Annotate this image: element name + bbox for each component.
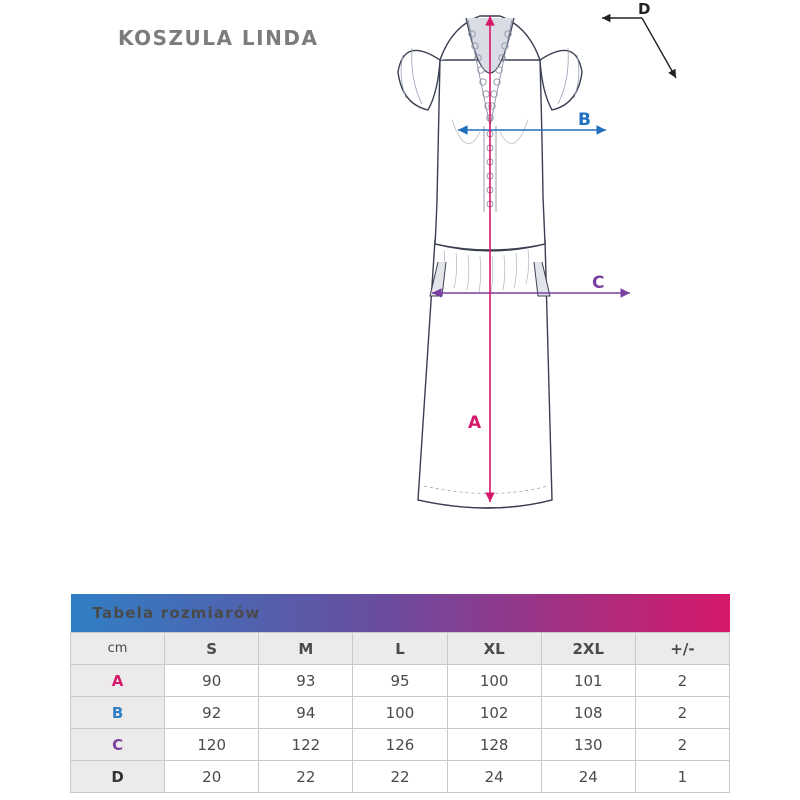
cell-a-m: 93: [259, 665, 353, 697]
cell-b-l: 100: [353, 697, 447, 729]
measure-label-b: B: [578, 110, 591, 130]
column-header-m: M: [259, 633, 353, 665]
cell-c-m: 122: [259, 729, 353, 761]
right-sleeve: [540, 50, 582, 110]
page-title: KOSZULA LINDA: [118, 26, 319, 50]
column-header-2xl: 2XL: [541, 633, 635, 665]
cell-c-xl: 128: [447, 729, 541, 761]
row-label-d: D: [71, 761, 165, 793]
cell-a-2xl: 101: [541, 665, 635, 697]
cell-c-l: 126: [353, 729, 447, 761]
column-header-s: S: [165, 633, 259, 665]
cell-d-l: 22: [353, 761, 447, 793]
size-table-title: Tabela rozmiarów: [71, 594, 730, 633]
garment-illustration: [380, 0, 710, 560]
cell-d-2xl: 24: [541, 761, 635, 793]
table-row: [71, 761, 730, 793]
table-header-row: [71, 633, 730, 665]
cell-b-tolerance: 2: [635, 697, 729, 729]
cell-a-l: 95: [353, 665, 447, 697]
measure-line-d-side: [642, 18, 676, 78]
row-label-b: B: [71, 697, 165, 729]
measure-label-d: D: [638, 0, 651, 18]
column-header-cm: cm: [71, 633, 165, 665]
cell-d-xl: 24: [447, 761, 541, 793]
table-row: [71, 729, 730, 761]
table-row: [71, 665, 730, 697]
size-table: [70, 594, 730, 793]
row-label-a: A: [71, 665, 165, 697]
cell-c-2xl: 130: [541, 729, 635, 761]
cell-d-m: 22: [259, 761, 353, 793]
cell-a-s: 90: [165, 665, 259, 697]
measure-label-a: A: [468, 413, 482, 433]
row-label-c: C: [71, 729, 165, 761]
cell-b-s: 92: [165, 697, 259, 729]
cell-c-tolerance: 2: [635, 729, 729, 761]
measure-label-c: C: [592, 273, 605, 293]
garment-diagram: [380, 0, 710, 560]
left-sleeve: [398, 50, 440, 110]
size-table-container: [70, 594, 730, 793]
cell-b-2xl: 108: [541, 697, 635, 729]
cell-a-tolerance: 2: [635, 665, 729, 697]
cell-b-m: 94: [259, 697, 353, 729]
table-title-row: [71, 594, 730, 633]
cell-d-tolerance: 1: [635, 761, 729, 793]
column-header-tolerance: +/-: [635, 633, 729, 665]
cell-b-xl: 102: [447, 697, 541, 729]
column-header-xl: XL: [447, 633, 541, 665]
table-row: [71, 697, 730, 729]
cell-a-xl: 100: [447, 665, 541, 697]
column-header-l: L: [353, 633, 447, 665]
cell-c-s: 120: [165, 729, 259, 761]
cell-d-s: 20: [165, 761, 259, 793]
